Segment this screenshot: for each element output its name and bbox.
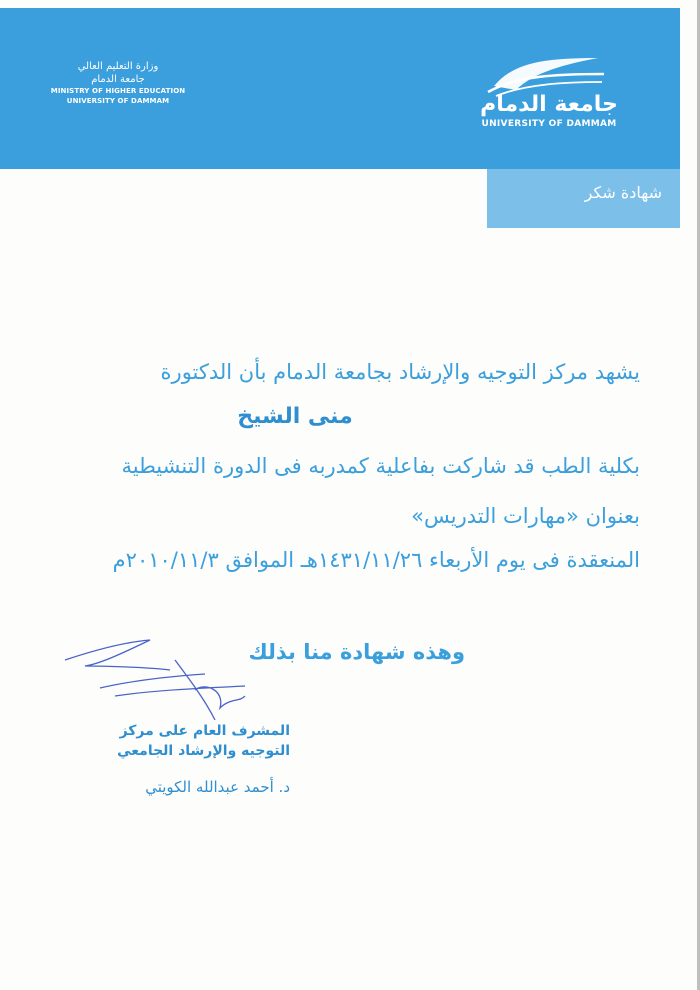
handwritten-signature — [55, 630, 285, 730]
ministry-block — [38, 60, 198, 106]
certificate-type-tab — [487, 169, 680, 228]
signer-title-line2: التوجيه والإرشاد الجامعي — [117, 743, 290, 759]
signer-name: د. أحمد عبدالله الكويتي — [145, 778, 290, 796]
certificate-type-label: شهادة شكر — [584, 183, 662, 202]
closing-statement: وهذه شهادة منا بذلك — [248, 640, 465, 664]
signer-title-line1: المشرف العام على مركز — [119, 723, 290, 739]
header-banner — [0, 8, 680, 169]
certificate-line-1: يشهد مركز التوجيه والإرشاد بجامعة الدمام بأن الدكتورة — [160, 360, 640, 384]
ministry-ar-line1: وزارة التعليم العالي — [77, 61, 159, 72]
certificate-date-line: المنعقدة فى يوم الأربعاء ١٤٣١/١١/٢٦هـ الموافق ٢٠١٠/١١/٣م — [112, 548, 640, 572]
ministry-en-line1: MINISTRY OF HIGHER EDUCATION — [50, 87, 186, 95]
certificate-line-2: بكلية الطب قد شاركت بفاعلية كمدربه فى الدورة التنشيطية — [121, 454, 640, 478]
logo-arabic-name: جامعة الدمام — [480, 92, 618, 117]
course-title-line: بعنوان «مهارات التدريس» — [411, 504, 640, 528]
ministry-en-line2: UNIVERSITY OF DAMMAM — [66, 97, 170, 105]
ministry-ar-line2: جامعة الدمام — [91, 74, 145, 85]
logo-english-name: UNIVERSITY OF DAMMAM — [481, 119, 617, 129]
recipient-name: منى الشيخ — [237, 404, 353, 429]
